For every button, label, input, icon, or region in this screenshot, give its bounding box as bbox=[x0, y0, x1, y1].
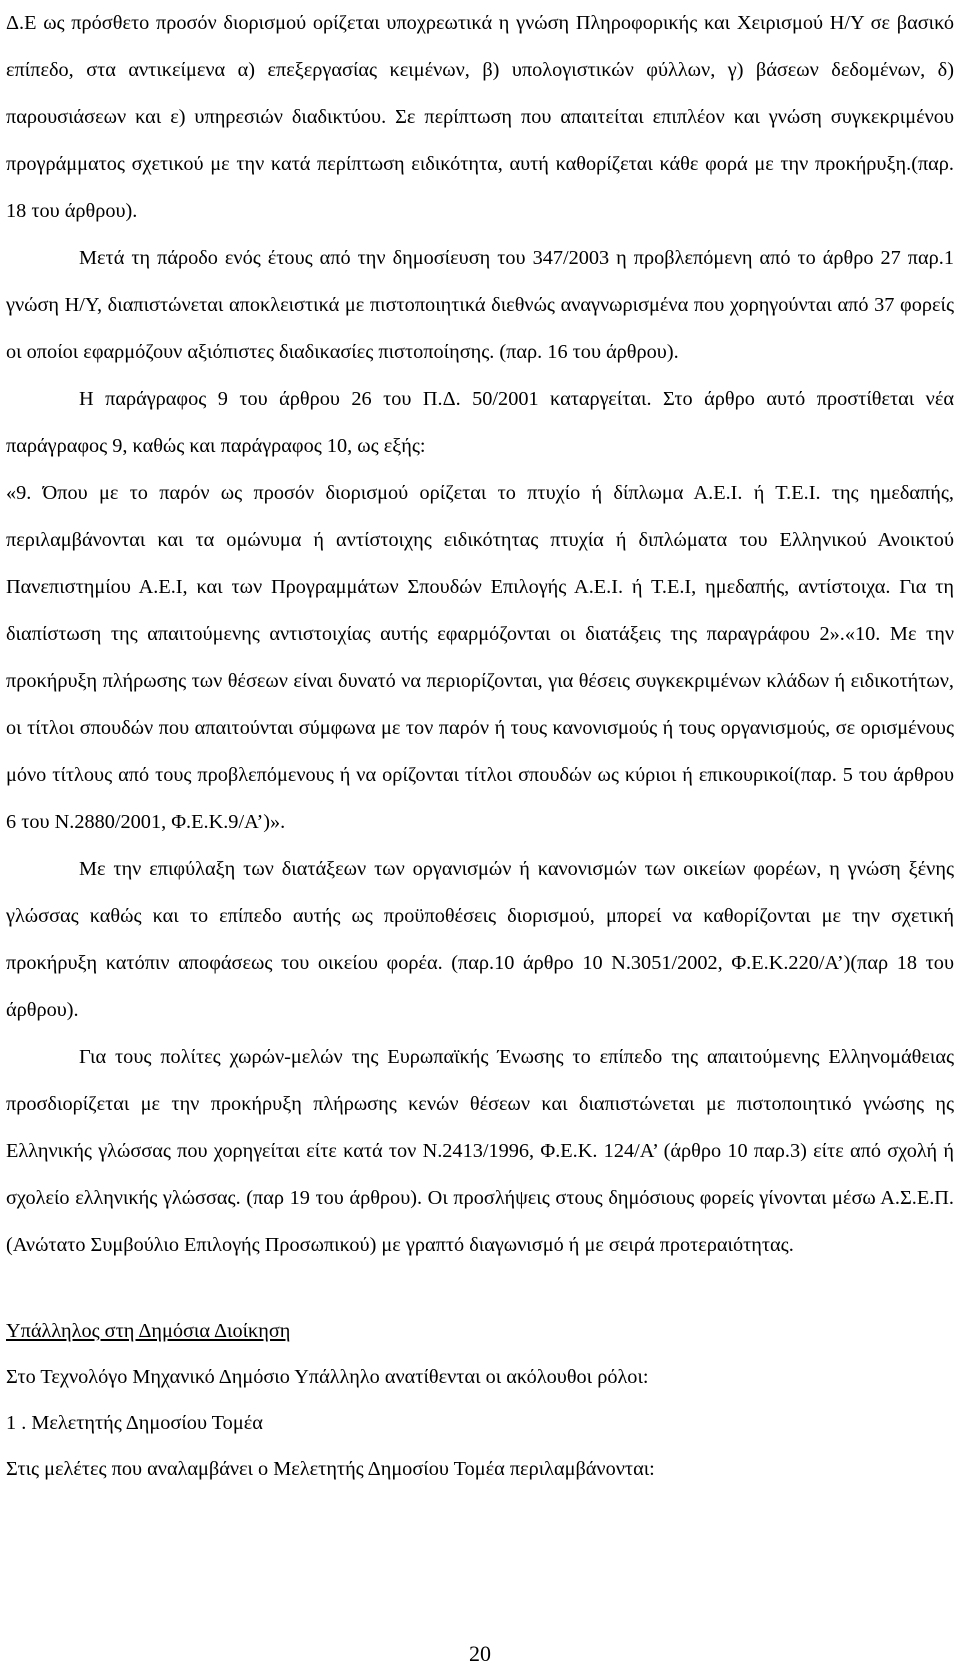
paragraph-eu-citizens: Για τους πολίτες χωρών-μελών της Ευρωπαϊκής Ένωσης το επίπεδο της απαιτούμενης Ελληνομάθειας προσδιορίζεται με την προκήρυξη πλήρωσης κενών θέσεων και διαπιστώνεται με πιστοποιητικό γνώσης ης Ελληνικής γλώσσας που χορηγείται είτε κατά τον Ν.2413/1996, Φ.Ε.Κ. 124/Α’ (άρθρο 10 παρ.3) είτε από σχολή ή σχολείο ελληνικής γλώσσας. (παρ 19 του άρθρου). Οι προσλήψεις στους δημόσιους φορείς γίνονται μέσω Α.Σ.Ε.Π. (Ανώτατο Συμβούλιο Επιλογής Προσωπικού) με γραπτό διαγωνισμό ή με σειρά προτεραιότητας. bbox=[6, 1046, 954, 1256]
paragraph-certification: Μετά τη πάροδο ενός έτους από την δημοσίευση του 347/2003 η προβλεπόμενη από το άρθρο 27 παρ.1 γνώση Η/Υ, διαπιστώνεται αποκλειστικά με πιστοποιητικά διεθνώς αναγνωρισμένα που χορηγούνται από 37 φορείς οι οποίοι εφαρμόζουν αξιόπιστες διαδικασίες πιστοποίησης. (παρ. 16 του άρθρου). bbox=[6, 247, 954, 363]
document-body bbox=[6, 0, 954, 1492]
section-heading: Υπάλληλος στη Δημόσια Διοίκηση bbox=[6, 1320, 291, 1342]
list-item: 1 . Μελετητής Δημοσίου Τομέα bbox=[6, 1412, 263, 1434]
section-intro: Στο Τεχνολόγο Μηχανικό Δημόσιο Υπάλληλο ανατίθενται οι ακόλουθοι ρόλοι: bbox=[6, 1366, 649, 1388]
paragraph-article-26: Η παράγραφος 9 του άρθρου 26 του Π.Δ. 50/2001 καταργείται. Στο άρθρο αυτό προστίθεται νέα παράγραφος 9, καθώς και παράγραφος 10, ως εξής: bbox=[6, 388, 954, 457]
paragraph-degrees: «9. Όπου με το παρόν ως προσόν διορισμού ορίζεται το πτυχίο ή δίπλωμα Α.Ε.Ι. ή Τ.Ε.Ι. της ημεδαπής, περιλαμβάνονται και τα ομώνυμα ή αντίστοιχης ειδικότητας πτυχία ή διπλώματα του Ελληνικού Ανοικτού Πανεπιστημίου Α.Ε.Ι, και των Προγραμμάτων Σπουδών Επιλογής Α.Ε.Ι. ή Τ.Ε.Ι, ημεδαπής, αντίστοιχα. Για τη διαπίστωση της απαιτούμενης αντιστοιχίας αυτής εφαρμόζονται οι διατάξεις της παραγράφου 2».«10. Με την προκήρυξη πλήρωσης των θέσεων είναι δυνατό να περιορίζονται, για θέσεις συγκεκριμένων κλάδων ή ειδικοτήτων, οι τίτλοι σπουδών που απαιτούνται σύμφωνα με τον παρόν ή τους κανονισμούς ή τους οργανισμούς, σε ορισμένους μόνο τίτλους από τους προβλεπόμενους ή να ορίζονται τίτλοι σπουδών ως κύριοι ή επικουρικοί(παρ. 5 του άρθρου 6 του Ν.2880/2001, Φ.Ε.Κ.9/Α’)». bbox=[6, 482, 954, 833]
paragraph-computer-skills: Δ.Ε ως πρόσθετο προσόν διορισμού ορίζεται υποχρεωτικά η γνώση Πληροφορικής και Χειρισμού Η/Υ σε βασικό επίπεδο, στα αντικείμενα α) επεξεργασίας κειμένων, β) υπολογιστικών φύλλων, γ) βάσεων δεδομένων, δ) παρουσιάσεων και ε) υπηρεσιών διαδικτύου. Σε περίπτωση που απαιτείται επιπλέον και γνώση συγκεκριμένου προγράμματος σχετικού με την κατά περίπτωση ειδικότητα, αυτή καθορίζεται κάθε φορά με την προκήρυξη.(παρ. 18 του άρθρου). bbox=[6, 12, 954, 222]
paragraph-foreign-language: Με την επιφύλαξη των διατάξεων των οργανισμών ή κανονισμών των οικείων φορέων, η γνώση ξένης γλώσσας καθώς και το επίπεδο αυτής ως προϋποθέσεις διορισμού, μπορεί να καθορίζονται με την σχετική προκήρυξη κατόπιν αποφάσεως του οικείου φορέα. (παρ.10 άρθρο 10 Ν.3051/2002, Φ.Ε.Κ.220/Α’)(παρ 18 του άρθρου). bbox=[6, 858, 954, 1021]
section-closing: Στις μελέτες που αναλαμβάνει ο Μελετητής Δημοσίου Τομέα περιλαμβάνονται: bbox=[6, 1458, 655, 1480]
section-spacer bbox=[6, 1269, 954, 1308]
page-number: 20 bbox=[469, 1641, 491, 1666]
